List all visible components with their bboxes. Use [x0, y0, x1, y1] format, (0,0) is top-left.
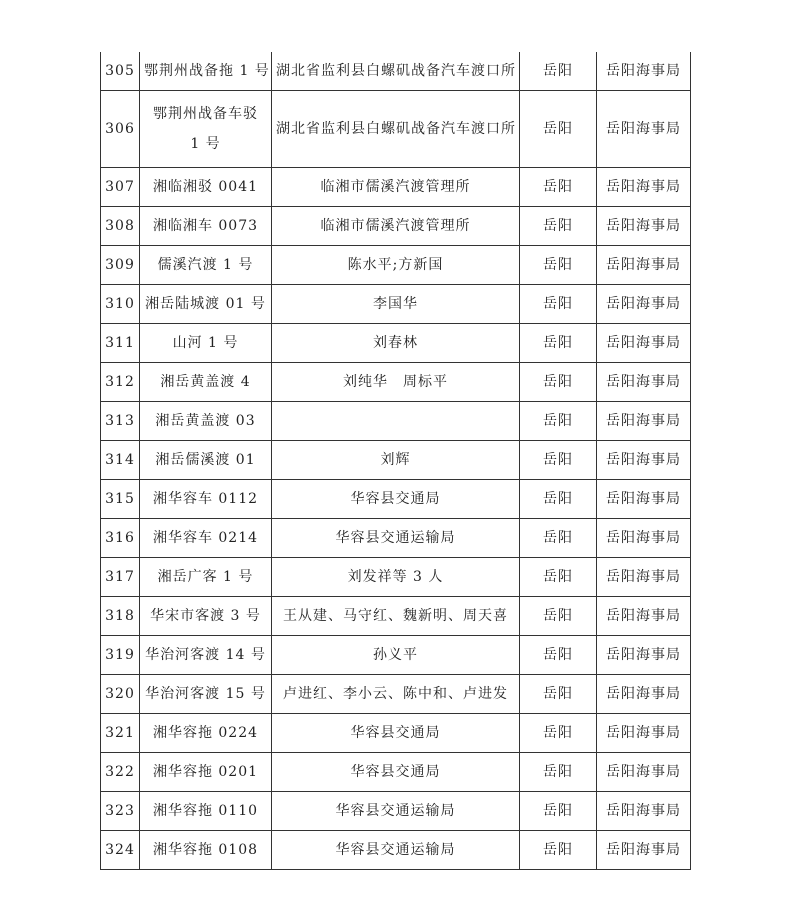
vessel-city: 岳阳	[520, 480, 597, 519]
table-row	[101, 52, 691, 91]
row-number: 315	[101, 480, 140, 519]
maritime-authority: 岳阳海事局	[597, 480, 691, 519]
vessel-city: 岳阳	[520, 285, 597, 324]
vessel-owner: 湖北省监利县白螺矶战备汽车渡口所	[272, 91, 520, 168]
maritime-authority: 岳阳海事局	[597, 402, 691, 441]
vessel-name: 湘华容车 0214	[140, 519, 272, 558]
maritime-authority: 岳阳海事局	[597, 91, 691, 168]
vessel-owner: 李国华	[272, 285, 520, 324]
table-row	[101, 246, 691, 285]
vessel-owner: 临湘市儒溪汽渡管理所	[272, 168, 520, 207]
vessel-city: 岳阳	[520, 363, 597, 402]
row-number: 319	[101, 636, 140, 675]
vessel-name: 儒溪汽渡 1 号	[140, 246, 272, 285]
table-row	[101, 675, 691, 714]
vessel-city: 岳阳	[520, 246, 597, 285]
vessel-city: 岳阳	[520, 168, 597, 207]
table-row	[101, 714, 691, 753]
row-number: 305	[101, 52, 140, 91]
table-row	[101, 207, 691, 246]
vessel-city: 岳阳	[520, 519, 597, 558]
table-row	[101, 519, 691, 558]
vessel-name: 湘岳陆城渡 01 号	[140, 285, 272, 324]
vessel-name: 鄂荆州战备拖 1 号	[140, 52, 272, 91]
table-row	[101, 558, 691, 597]
maritime-authority: 岳阳海事局	[597, 441, 691, 480]
maritime-authority: 岳阳海事局	[597, 636, 691, 675]
maritime-authority: 岳阳海事局	[597, 324, 691, 363]
vessel-owner: 华容县交通局	[272, 480, 520, 519]
table-row	[101, 168, 691, 207]
table-row	[101, 402, 691, 441]
vessel-owner: 华容县交通局	[272, 714, 520, 753]
ferry-vessel-table	[100, 52, 691, 870]
maritime-authority: 岳阳海事局	[597, 753, 691, 792]
vessel-city: 岳阳	[520, 597, 597, 636]
vessel-owner: 湖北省监利县白螺矶战备汽车渡口所	[272, 52, 520, 91]
maritime-authority: 岳阳海事局	[597, 363, 691, 402]
vessel-name: 湘岳广客 1 号	[140, 558, 272, 597]
row-number: 308	[101, 207, 140, 246]
vessel-city: 岳阳	[520, 52, 597, 91]
vessel-name: 湘华容拖 0201	[140, 753, 272, 792]
vessel-owner: 刘发祥等 3 人	[272, 558, 520, 597]
vessel-owner: 华容县交通运输局	[272, 792, 520, 831]
row-number: 322	[101, 753, 140, 792]
maritime-authority: 岳阳海事局	[597, 714, 691, 753]
table-row	[101, 831, 691, 870]
vessel-name: 湘华容拖 0110	[140, 792, 272, 831]
vessel-city: 岳阳	[520, 558, 597, 597]
vessel-owner: 刘辉	[272, 441, 520, 480]
vessel-name: 湘华容拖 0224	[140, 714, 272, 753]
vessel-name: 鄂荆州战备车驳 1 号	[140, 91, 272, 168]
vessel-owner: 华容县交通运输局	[272, 831, 520, 870]
row-number: 314	[101, 441, 140, 480]
maritime-authority: 岳阳海事局	[597, 207, 691, 246]
row-number: 316	[101, 519, 140, 558]
vessel-owner: 华容县交通运输局	[272, 519, 520, 558]
maritime-authority: 岳阳海事局	[597, 597, 691, 636]
table-row	[101, 753, 691, 792]
vessel-name: 湘临湘驳 0041	[140, 168, 272, 207]
vessel-name: 湘岳黄盖渡 03	[140, 402, 272, 441]
row-number: 313	[101, 402, 140, 441]
row-number: 307	[101, 168, 140, 207]
vessel-city: 岳阳	[520, 675, 597, 714]
maritime-authority: 岳阳海事局	[597, 831, 691, 870]
vessel-city: 岳阳	[520, 324, 597, 363]
vessel-name: 华治河客渡 14 号	[140, 636, 272, 675]
vessel-name: 山河 1 号	[140, 324, 272, 363]
vessel-city: 岳阳	[520, 753, 597, 792]
table-row	[101, 597, 691, 636]
table-row	[101, 324, 691, 363]
row-number: 306	[101, 91, 140, 168]
vessel-city: 岳阳	[520, 792, 597, 831]
maritime-authority: 岳阳海事局	[597, 792, 691, 831]
table-row	[101, 285, 691, 324]
maritime-authority: 岳阳海事局	[597, 168, 691, 207]
row-number: 317	[101, 558, 140, 597]
row-number: 309	[101, 246, 140, 285]
table-row	[101, 441, 691, 480]
vessel-name: 湘临湘车 0073	[140, 207, 272, 246]
vessel-owner: 陈水平;方新国	[272, 246, 520, 285]
vessel-owner: 孙义平	[272, 636, 520, 675]
vessel-owner: 王从建、马守红、魏新明、周天喜	[272, 597, 520, 636]
vessel-owner: 刘纯华 周标平	[272, 363, 520, 402]
row-number: 311	[101, 324, 140, 363]
vessel-name: 华治河客渡 15 号	[140, 675, 272, 714]
maritime-authority: 岳阳海事局	[597, 52, 691, 91]
vessel-city: 岳阳	[520, 207, 597, 246]
vessel-city: 岳阳	[520, 831, 597, 870]
vessel-name: 湘华容车 0112	[140, 480, 272, 519]
vessel-owner: 临湘市儒溪汽渡管理所	[272, 207, 520, 246]
row-number: 320	[101, 675, 140, 714]
vessel-city: 岳阳	[520, 636, 597, 675]
vessel-name: 华宋市客渡 3 号	[140, 597, 272, 636]
maritime-authority: 岳阳海事局	[597, 675, 691, 714]
maritime-authority: 岳阳海事局	[597, 285, 691, 324]
table-row	[101, 91, 691, 168]
vessel-owner: 卢进红、李小云、陈中和、卢进发	[272, 675, 520, 714]
vessel-owner: 华容县交通局	[272, 753, 520, 792]
row-number: 323	[101, 792, 140, 831]
row-number: 318	[101, 597, 140, 636]
table-row	[101, 792, 691, 831]
vessel-city: 岳阳	[520, 402, 597, 441]
vessel-city: 岳阳	[520, 441, 597, 480]
table-row	[101, 363, 691, 402]
maritime-authority: 岳阳海事局	[597, 519, 691, 558]
table-row	[101, 636, 691, 675]
vessel-name: 湘岳儒溪渡 01	[140, 441, 272, 480]
vessel-city: 岳阳	[520, 714, 597, 753]
vessel-name: 湘岳黄盖渡 4	[140, 363, 272, 402]
row-number: 310	[101, 285, 140, 324]
vessel-city: 岳阳	[520, 91, 597, 168]
row-number: 321	[101, 714, 140, 753]
vessel-owner: 刘春林	[272, 324, 520, 363]
maritime-authority: 岳阳海事局	[597, 246, 691, 285]
vessel-name: 湘华容拖 0108	[140, 831, 272, 870]
maritime-authority: 岳阳海事局	[597, 558, 691, 597]
row-number: 312	[101, 363, 140, 402]
vessel-owner	[272, 402, 520, 441]
row-number: 324	[101, 831, 140, 870]
table-row	[101, 480, 691, 519]
